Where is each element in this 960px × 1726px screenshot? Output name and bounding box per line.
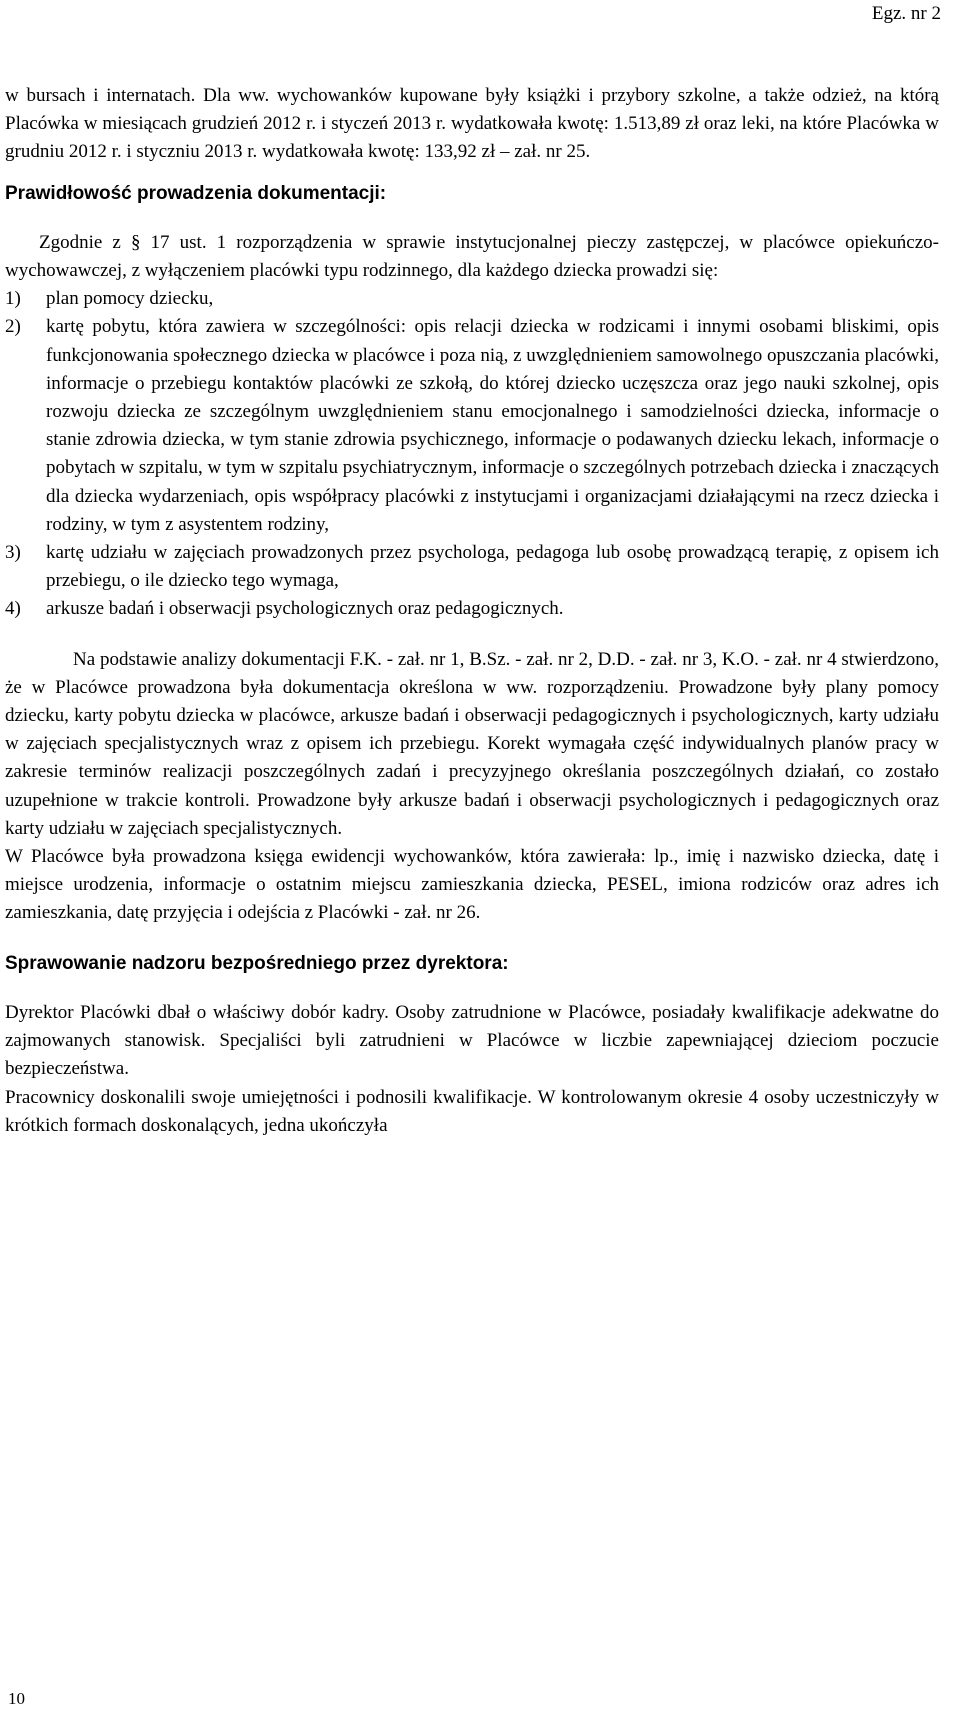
page-number: 10 xyxy=(8,1689,25,1708)
documentation-list xyxy=(5,285,939,623)
list-item xyxy=(5,539,939,595)
list-item xyxy=(5,595,939,623)
paragraph-staff-selection: Dyrektor Placówki dbał o właściwy dobór kadry. Osoby zatrudnione w Placówce, posiadały kwalifikacje adekwatne do zajmowanych stanowisk. Specjaliści byli zatrudnieni w Placówce w liczbie zapewniającej dzieciom poczucie bezpieczeństwa. xyxy=(5,1001,939,1080)
paragraph-register-book: W Placówce była prowadzona księga ewidencji wychowanków, która zawierała: lp., imię i nazwisko dziecka, datę i miejsce urodzenia, informacje o ostatnim miejscu zamieszkania dziecka, PESEL, imiona rodziców oraz adres ich zamieszkania, datę przyjęcia i odejścia z Placówki - zał. nr 26. xyxy=(5,846,939,924)
copy-number-label: Egz. nr 2 xyxy=(871,3,941,24)
paragraph-analysis-findings: Na podstawie analizy dokumentacji F.K. - zał. nr 1, B.Sz. - zał. nr 2, D.D. - zał. nr 3, K.O. - zał. nr 4 stwierdzono, że w Placówce prowadzona była dokumentacja określona w ww. rozporządzeniu. Prowadzone były plany pomocy dziecku, karty pobytu dziecka w placówce, arkusze badań i obserwacji pedagogicznych i psychologicznych, karty udziału w zajęciach specjalistycznych wraz z opisem ich przebiegu. Korekt wymagała część indywidualnych planów pracy w zakresie terminów realizacji poszczególnych zadań i precyzyjnego określania poszczególnych działań, co zostało uzupełnione w trakcie kontroli. Prowadzone były arkusze badań i obserwacji psychologicznych i pedagogicznych oraz karty udziału w zajęciach specjalistycznych. xyxy=(5,648,939,839)
list-item-number: 3) xyxy=(5,542,21,564)
section-heading-documentation: Prawidłowość prowadzenia dokumentacji: xyxy=(5,182,387,204)
list-item-text: arkusze badań i obserwacji psychologicznych oraz pedagogicznych. xyxy=(46,598,564,620)
list-item xyxy=(5,285,939,313)
list-item-text: plan pomocy dziecku, xyxy=(46,288,214,310)
paragraph-regulation-intro: Zgodnie z § 17 ust. 1 rozporządzenia w sprawie instytucjonalnej pieczy zastępczej, w placówce opiekuńczo-wychowawczej, z wyłączeniem placówki typu rodzinnego, dla każdego dziecka prowadzi się: xyxy=(5,231,939,282)
list-item-number: 4) xyxy=(5,598,21,620)
list-item xyxy=(5,313,939,539)
list-item-text: kartę udziału w zajęciach prowadzonych przez psychologa, pedagoga lub osobę prowadzącą terapię, z opisem ich przebiegu, o ile dziecko tego wymaga, xyxy=(46,542,939,592)
list-item-number: 2) xyxy=(5,316,21,338)
paragraph-staff-training: Pracownicy doskonalili swoje umiejętności i podnosili kwalifikacje. W kontrolowanym okresie 4 osoby uczestniczyły w krótkich formach doskonalących, jedna ukończyła xyxy=(5,1086,939,1136)
list-item-number: 1) xyxy=(5,288,21,310)
paragraph-continuation: w bursach i internatach. Dla ww. wychowanków kupowane były książki i przybory szkolne, a także odzież, na którą Placówka w miesiącach grudzień 2012 r. i styczeń 2013 r. wydatkowała kwotę: 1.513,89 zł oraz leki, na które Placówka w grudniu 2012 r. i styczniu 2013 r. wydatkowała kwotę: 133,92 zł – zał. nr 25. xyxy=(5,85,939,163)
list-item-text: kartę pobytu, która zawiera w szczególności: opis relacji dziecka w rodzicami i innymi osobami bliskimi, opis funkcjonowania społecznego dziecka w placówce i poza nią, z uwzględnieniem samowolnego opuszczania placówki, informacje o przebiegu kontaktów placówki ze szkołą, do której dziecko uczęszcza oraz jego nauki szkolnej, opis rozwoju dziecka ze szczególnym uwzględnieniem stanu emocjonalnego i samodzielności dziecka, informacje o stanie zdrowia dziecka, w tym stanie zdrowia psychicznego, informacje o podawanych dziecku lekach, informacje o pobytach w szpitalu, w tym w szpitalu psychiatrycznym, informacje o szczególnych potrzebach dziecka i znaczących dla dziecka wydarzeniach, opis współpracy placówki z instytucjami i organizacjami działającymi na rzecz dziecka i rodziny, w tym z asystentem rodziny, xyxy=(46,316,939,535)
section-heading-supervision: Sprawowanie nadzoru bezpośredniego przez dyrektora: xyxy=(5,952,509,974)
document-body xyxy=(5,82,939,1140)
